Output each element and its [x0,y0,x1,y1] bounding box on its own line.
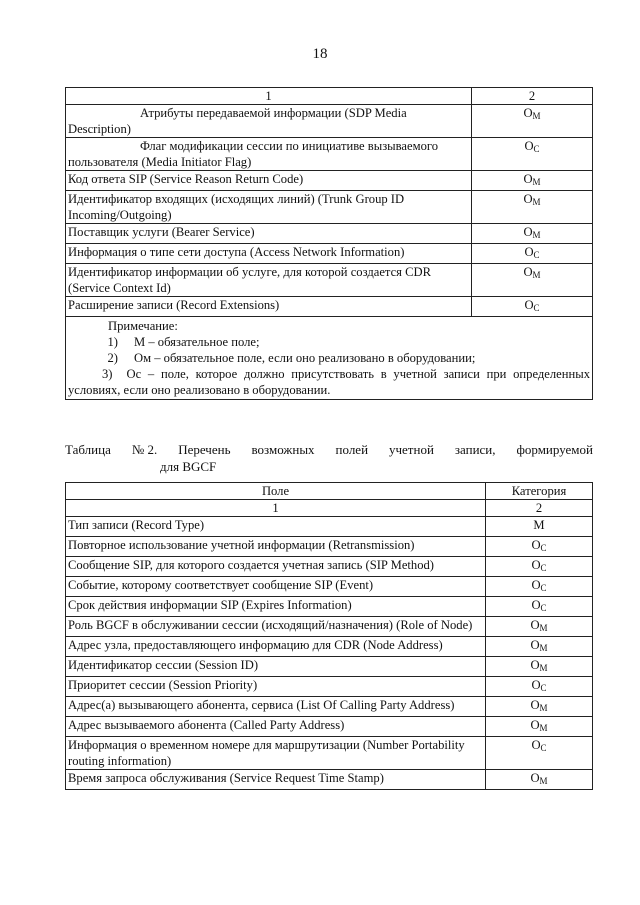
category-subscript: C [533,144,540,154]
category-subscript: M [532,177,541,187]
category-subscript: M [539,776,548,786]
category-subscript: C [540,603,547,613]
category-subscript: M [532,111,541,121]
field-category [472,138,593,171]
table-row [66,517,593,537]
note-row [66,317,593,400]
field-name: Адрес вызываемого абонента (Called Party Address) [66,717,486,737]
category-letter: O [531,678,541,692]
table-number-row [66,500,593,517]
caption-word: учетной [389,442,434,457]
table-row [66,677,593,697]
category-letter: O [523,265,533,279]
table-caption [65,441,593,475]
note-item [68,334,590,350]
table-row [66,637,593,657]
field-name: Идентификатор сессии (Session ID) [66,657,486,677]
category-subscript: C [540,683,547,693]
field-name: Тип записи (Record Type) [66,517,486,537]
field-name: Информация о типе сети доступа (Access Network Information) [66,244,472,264]
field-category [472,171,593,191]
note-text: Ос – поле, которое должно присутствовать в учетной записи при определенных условиях, если оно реализовано в оборудовании. [68,367,590,397]
table-row [66,171,593,191]
note-number: 2) [107,351,118,365]
category-letter: O [530,618,540,632]
category-subscript: M [539,623,548,633]
column-number-1: 1 [66,88,472,105]
attributes-table [65,87,593,400]
category-subscript: M [539,663,548,673]
category-letter: M [533,518,545,532]
field-category [486,637,593,657]
caption-word: № 2. [131,442,158,457]
table-row [66,770,593,790]
table-row [66,105,593,138]
field-name: Адрес узла, предоставляющего информацию для CDR (Node Address) [66,637,486,657]
note-item [68,366,590,398]
table-row [66,537,593,557]
column-number-1: 1 [66,500,486,517]
caption-line [65,441,593,458]
field-name: Приоритет сессии (Session Priority) [66,677,486,697]
table-row [66,717,593,737]
category-letter: O [531,598,541,612]
caption-word: возможных [251,442,315,457]
field-name: Атрибуты передаваемой информации (SDP Media Description) [66,105,472,138]
page-number: 18 [312,46,328,62]
field-name: Сообщение SIP, для которого создается учетная запись (SIP Method) [66,557,486,577]
table-row [66,597,593,617]
field-category [486,737,593,770]
field-name: Идентификатор входящих (исходящих линий) (Trunk Group ID Incoming/Outgoing) [66,191,472,224]
category-subscript: C [540,543,547,553]
field-category [486,557,593,577]
category-letter: O [523,106,533,120]
header-category: Категория [486,483,593,500]
category-letter: O [530,638,540,652]
field-name: Срок действия информации SIP (Expires Information) [66,597,486,617]
field-name: Роль BGCF в обслуживании сессии (исходящий/назначения) (Role of Node) [66,617,486,637]
header-field: Поле [66,483,486,500]
category-letter: O [530,658,540,672]
category-letter: O [530,698,540,712]
category-letter: O [524,245,534,259]
category-letter: O [523,192,533,206]
table-row [66,557,593,577]
caption-word: Таблица [65,442,111,457]
note-cell [66,317,593,400]
category-subscript: C [540,563,547,573]
category-letter: O [523,172,533,186]
field-name: Код ответа SIP (Service Reason Return Code) [66,171,472,191]
field-name: Время запроса обслуживания (Service Request Time Stamp) [66,770,486,790]
field-name: Информация о временном номере для маршрутизации (Number Portability routing information) [66,737,486,770]
field-name: Адрес(а) вызывающего абонента, сервиса (List Of Calling Party Address) [66,697,486,717]
field-name: Повторное использование учетной информации (Retransmission) [66,537,486,557]
field-name: Идентификатор информации об услуге, для которой создается CDR (Service Context Id) [66,264,472,297]
note-item [68,350,590,366]
table-row [66,244,593,264]
category-subscript: C [540,583,547,593]
field-category [472,224,593,244]
category-letter: O [531,538,541,552]
column-number-2: 2 [486,500,593,517]
field-name: Флаг модификации сессии по инициативе вызываемого пользователя (Media Initiator Flag) [66,138,472,171]
table-row [66,697,593,717]
category-letter: O [530,718,540,732]
category-subscript: M [539,643,548,653]
field-category [472,264,593,297]
note-title: Примечание: [108,319,178,333]
field-category [486,717,593,737]
field-category [486,537,593,557]
field-category [486,677,593,697]
table-header-row [66,483,593,500]
column-number-2: 2 [472,88,593,105]
table-row [66,191,593,224]
table-row [66,297,593,317]
category-subscript: C [533,250,540,260]
note-text: Ом – обязательное поле, если оно реализовано в оборудовании; [134,351,476,365]
field-name: Событие, которому соответствует сообщение SIP (Event) [66,577,486,597]
category-letter: O [524,139,534,153]
caption-line-2: для BGCF [160,459,217,474]
caption-word: записи, [454,442,496,457]
category-letter: O [531,738,541,752]
field-category [486,697,593,717]
field-category [486,597,593,617]
category-subscript: C [533,303,540,313]
table-row [66,657,593,677]
category-subscript: M [532,230,541,240]
table-row [66,737,593,770]
category-letter: O [530,771,540,785]
field-name: Расширение записи (Record Extensions) [66,297,472,317]
category-subscript: M [532,197,541,207]
field-category [486,770,593,790]
bgcf-fields-table [65,482,593,790]
category-letter: O [531,578,541,592]
category-subscript: M [539,703,548,713]
field-category [472,244,593,264]
caption-word: формируемой [516,442,593,457]
field-category [486,657,593,677]
caption-word: Перечень [178,442,231,457]
field-name: Поставщик услуги (Bearer Service) [66,224,472,244]
category-subscript: M [539,723,548,733]
caption-word: полей [335,442,369,457]
field-category [472,191,593,224]
table-header-row [66,88,593,105]
note-number: 3) [102,367,113,381]
field-category [472,297,593,317]
table-row [66,617,593,637]
category-subscript: C [540,743,547,753]
note-text: М – обязательное поле; [134,335,260,349]
field-category [486,517,593,537]
field-category [486,617,593,637]
note-number: 1) [107,335,118,349]
table-row [66,577,593,597]
category-letter: O [524,298,534,312]
category-letter: O [531,558,541,572]
field-category [472,105,593,138]
category-letter: O [523,225,533,239]
table-row [66,224,593,244]
table-row [66,264,593,297]
category-subscript: M [532,270,541,280]
table-row [66,138,593,171]
field-category [486,577,593,597]
